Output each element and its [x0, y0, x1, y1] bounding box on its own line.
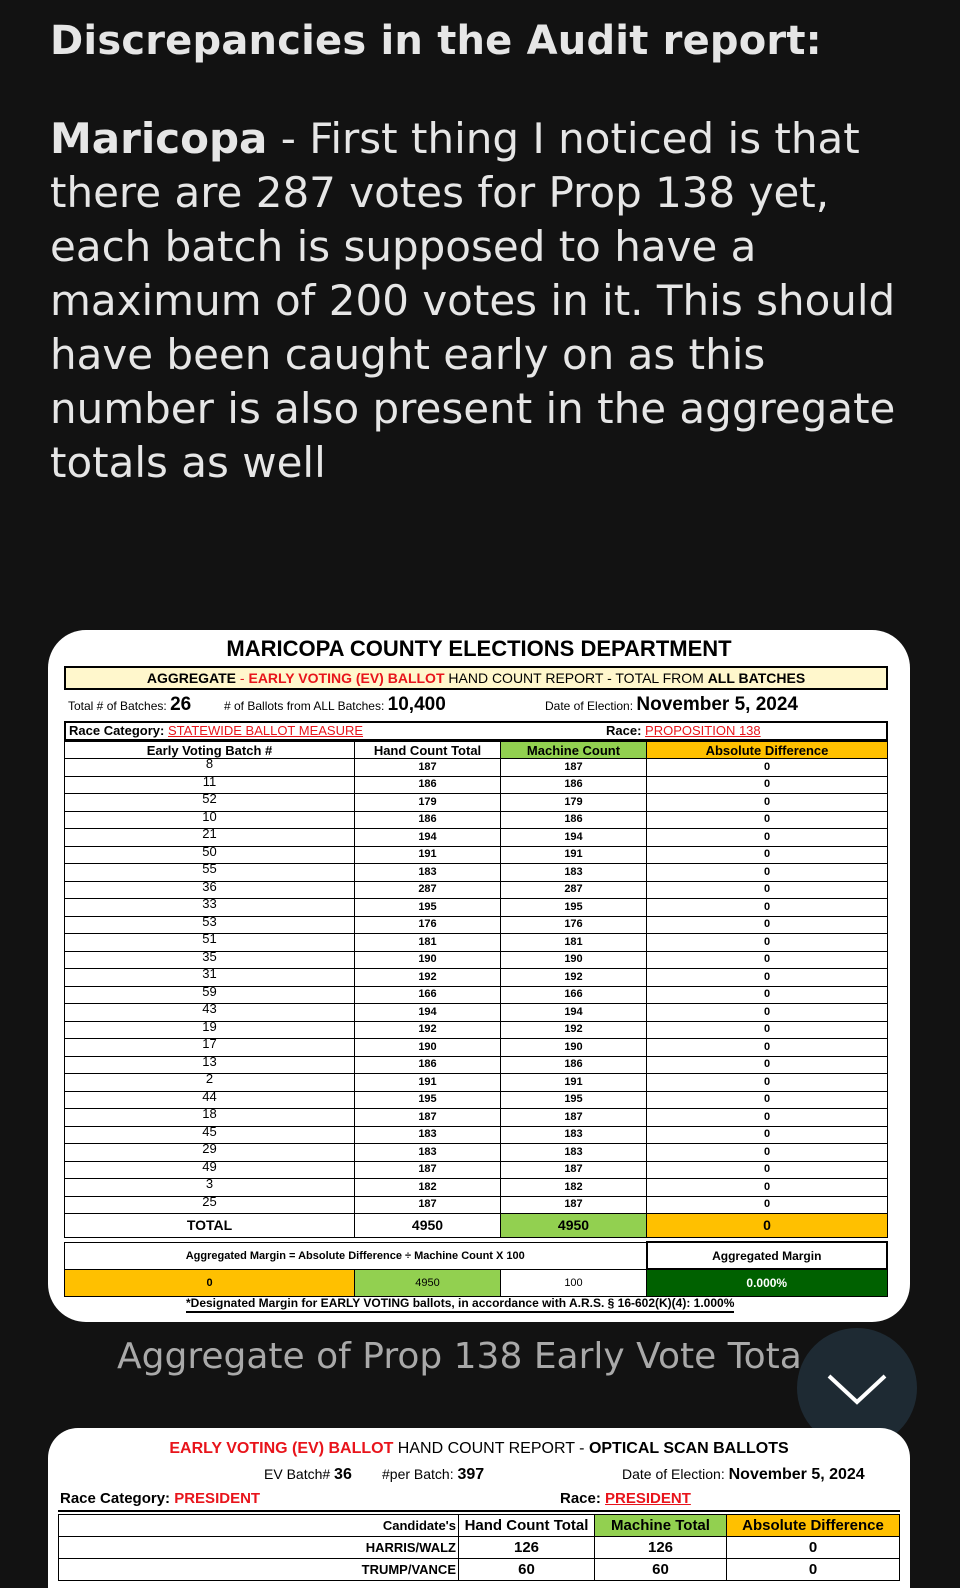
- col-machine-count: Machine Count: [501, 742, 647, 759]
- report2-divider: [58, 1510, 900, 1512]
- margin-result: 0.000%: [647, 1269, 888, 1296]
- col-batch: Early Voting Batch #: [65, 742, 355, 759]
- batch-table: [64, 741, 888, 1238]
- table-row: 33 195 195 0: [65, 899, 888, 917]
- batches-count: Total # of Batches: 26: [68, 694, 192, 715]
- candidate-table: Candidate's Hand Count Total Machine Total Absolute Difference HARRIS/WALZ 126 126 0 TRUMP/VANCE 60 60 0: [58, 1514, 900, 1581]
- post-body: [50, 112, 920, 490]
- table-row: 10 186 186 0: [65, 811, 888, 829]
- report-image-aggregate[interactable]: [48, 630, 910, 1322]
- table-row: 35 190 190 0: [65, 951, 888, 969]
- col-abs-diff: Absolute Difference: [647, 742, 888, 759]
- margin-table: [64, 1241, 888, 1297]
- report-dept-title: MARICOPA COUNTY ELECTIONS DEPARTMENT: [226, 636, 732, 661]
- table-row: 11 186 186 0: [65, 776, 888, 794]
- table-row: 2 191 191 0: [65, 1074, 888, 1092]
- post-heading: Discrepancies in the Audit report:: [50, 18, 822, 64]
- table-row: 18 187 187 0: [65, 1109, 888, 1127]
- table-row: 3 182 182 0: [65, 1179, 888, 1197]
- per-batch-count: #per Batch: 397: [382, 1466, 485, 1483]
- post-body-text: - First thing I noticed is that there are 287 votes for Prop 138 yet, each batch is supposed to have a maximum of 200 votes in it. This should have been caught early on as this number is also present in the aggregate totals as well: [50, 114, 896, 487]
- table-row: 43 194 194 0: [65, 1004, 888, 1022]
- table-row: 17 190 190 0: [65, 1039, 888, 1057]
- col-hand-count: Hand Count Total: [355, 742, 501, 759]
- total-row: TOTAL 4950 4950 0: [65, 1214, 888, 1238]
- margin-label: Aggregated Margin: [647, 1242, 888, 1269]
- table-row: 36 287 287 0: [65, 881, 888, 899]
- table-row: 19 192 192 0: [65, 1021, 888, 1039]
- margin-machine: 4950: [355, 1269, 501, 1296]
- table-row: 49 187 187 0: [65, 1161, 888, 1179]
- table-row: 21 194 194 0: [65, 829, 888, 847]
- table-row: 29 183 183 0: [65, 1144, 888, 1162]
- report2-race: Race: PRESIDENT: [560, 1490, 691, 1507]
- table-row: 25 187 187 0: [65, 1196, 888, 1214]
- report-aggregate-banner: AGGREGATE - EARLY VOTING (EV) BALLOT HAND COUNT REPORT - TOTAL FROM ALL BATCHES: [64, 666, 888, 690]
- candidate-row: HARRIS/WALZ 126 126 0: [59, 1537, 900, 1559]
- report-image-batch36[interactable]: [48, 1428, 910, 1588]
- report2-title: EARLY VOTING (EV) BALLOT HAND COUNT REPORT - OPTICAL SCAN BALLOTS: [169, 1440, 789, 1457]
- table-row: 44 195 195 0: [65, 1091, 888, 1109]
- image-caption: Aggregate of Prop 138 Early Vote Tota: [117, 1336, 802, 1377]
- table-row: 52 179 179 0: [65, 794, 888, 812]
- post-lead: Maricopa: [50, 114, 268, 163]
- table-row: 45 183 183 0: [65, 1126, 888, 1144]
- table-row: 31 192 192 0: [65, 969, 888, 987]
- table-row: 53 176 176 0: [65, 916, 888, 934]
- margin-abs-diff: 0: [65, 1269, 355, 1296]
- ballots-count: # of Ballots from ALL Batches: 10,400: [224, 694, 446, 715]
- table-row: 55 183 183 0: [65, 864, 888, 882]
- report2-date: Date of Election: November 5, 2024: [622, 1466, 865, 1483]
- table-row: 8 187 187 0: [65, 759, 888, 777]
- candidate-row: TRUMP/VANCE 60 60 0: [59, 1559, 900, 1581]
- table-row: 50 191 191 0: [65, 846, 888, 864]
- report2-race-category: Race Category: PRESIDENT: [60, 1490, 261, 1507]
- chevron-down-icon: [827, 1366, 887, 1410]
- race-bar: Race Category: STATEWIDE BALLOT MEASURE Race: PROPOSITION 138: [64, 721, 888, 741]
- table-row: 51 181 181 0: [65, 934, 888, 952]
- election-date: Date of Election: November 5, 2024: [545, 694, 798, 715]
- margin-multiplier: 100: [501, 1269, 647, 1296]
- table-row: 59 166 166 0: [65, 986, 888, 1004]
- margin-formula: Aggregated Margin = Absolute Difference ÷ Machine Count X 100: [65, 1242, 647, 1269]
- designated-margin-note: *Designated Margin for EARLY VOTING ballots, in accordance with A.R.S. § 16-602(K)(4): 1.000%: [186, 1296, 734, 1313]
- table-row: 13 186 186 0: [65, 1056, 888, 1074]
- ev-batch-number: EV Batch# 36: [264, 1466, 352, 1483]
